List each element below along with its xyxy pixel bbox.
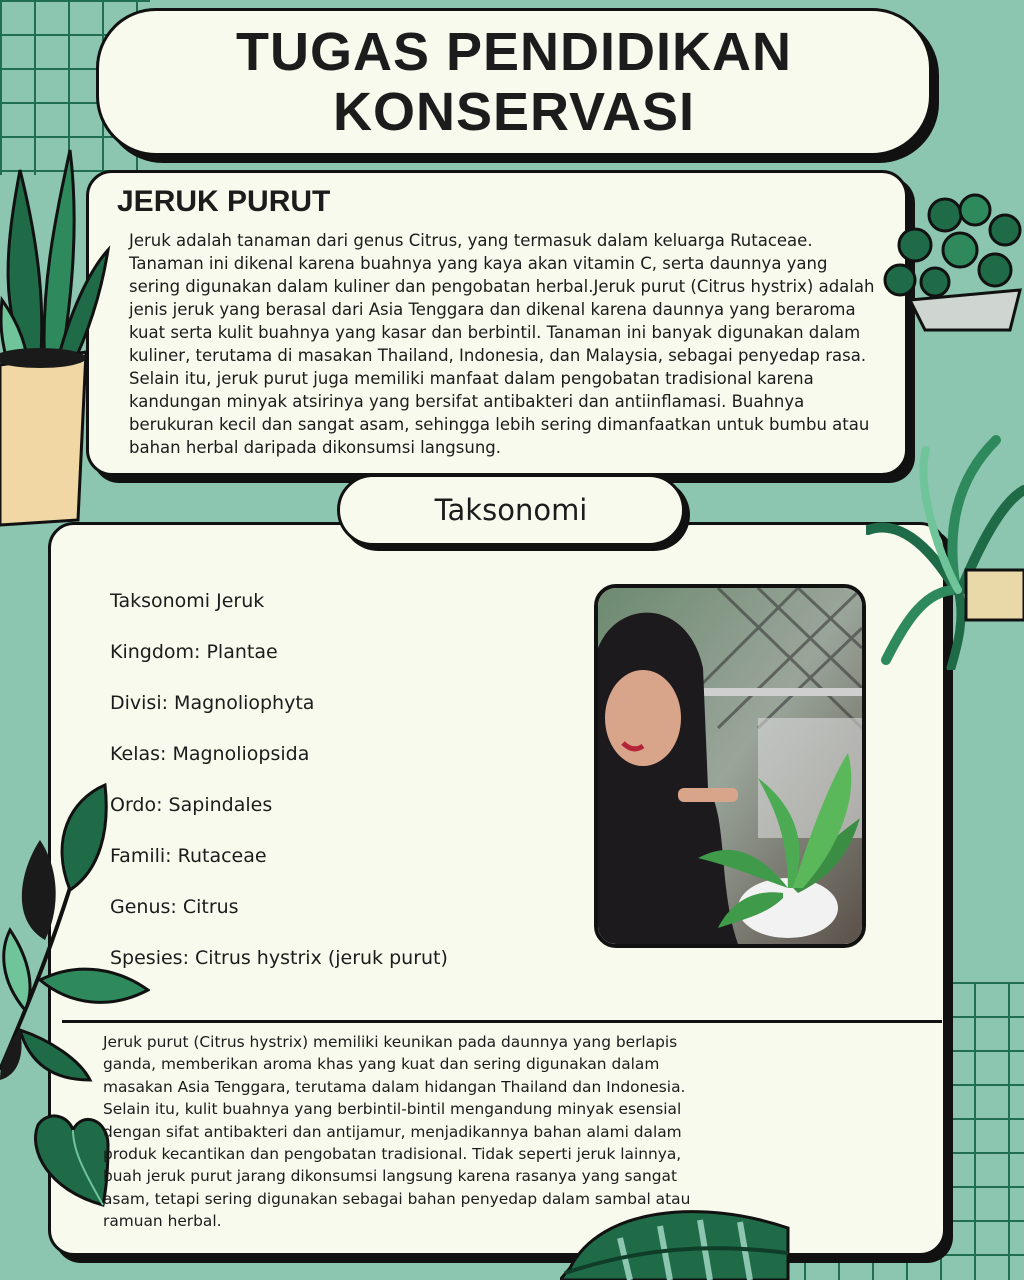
photo-frame [594,584,866,948]
page-title: TUGAS PENDIDIKAN KONSERVASI [235,22,793,142]
taxonomy-item: Kelas: Magnoliopsida [110,743,310,765]
taxonomy-item: Kingdom: Plantae [110,641,278,663]
description-paragraph: Jeruk purut (Citrus hystrix) memiliki keunikan pada daunnya yang berlapis ganda, memberikan aroma khas yang kuat dan sering digunakan dalam masakan Asia Tenggara, terutama dalam hidangan Thailand dan Indonesia. Selain itu, kulit buahnya yang berbintil-bintil mengandung minyak esensial dengan sifat antibakteri dan antijamur, menjadikannya bahan alami dalam produk kecantikan dan pengobatan tradisional. Tidak seperti jeruk lainnya, buah jeruk purut jarang dikonsumsi langsung karena rasanya yang sangat asam, tetapi sering digunakan sebagai bahan penyedap dalam sambal atau ramuan herbal. [103,1033,691,1231]
pilea-plant-icon [870,190,1024,340]
section-heading: JERUK PURUT [117,185,331,218]
heart-leaf-icon [28,1110,113,1210]
intro-paragraph: Jeruk adalah tanaman dari genus Citrus, yang termasuk dalam keluarga Rutaceae. Tanaman ini dikenal karena buahnya yang kaya akan vitamin C, serta daunnya yang sering digunakan dalam kuliner dan pengobatan herbal.Jeruk purut (Citrus hystrix) adalah jenis jeruk yang berasal dari Asia Tenggara dan dikenal karena daunnya yang beraroma kuat serta kulit buahnya yang kasar dan berbintil. Tanaman ini banyak digunakan dalam kuliner, terutama di masakan Thailand, Indonesia, dan Malaysia, sebagai penyedap rasa. Selain itu, jeruk purut juga memiliki manfaat dalam pengobatan tradisional karena kandungan minyak atsirinya yang bersifat antibakteri dan antiinflamasi. Buahnya berukuran kecil dan sangat asam, sehingga lebih sering dimanfaatkan untuk bumbu atau bahan herbal daripada dikonsumsi langsung. [129,231,875,457]
taxonomy-item: Genus: Citrus [110,896,239,918]
taxonomy-item: Famili: Rutaceae [110,845,267,867]
student-with-plant-photo [598,588,862,944]
spider-plant-icon [866,420,1024,670]
taxonomy-item: Taksonomi Jeruk [110,590,265,612]
snake-plant-icon [0,130,112,530]
leafy-branch-icon [0,780,150,1090]
taxonomy-item: Spesies: Citrus hystrix (jeruk purut) [110,947,448,969]
intro-card [86,170,908,476]
section-divider [62,1020,942,1023]
taxonomy-list [110,586,448,994]
title-card [96,8,932,156]
taxonomy-heading-pill: Taksonomi [337,474,685,546]
taxonomy-item: Ordo: Sapindales [110,794,273,816]
taxonomy-item: Divisi: Magnoliophyta [110,692,315,714]
